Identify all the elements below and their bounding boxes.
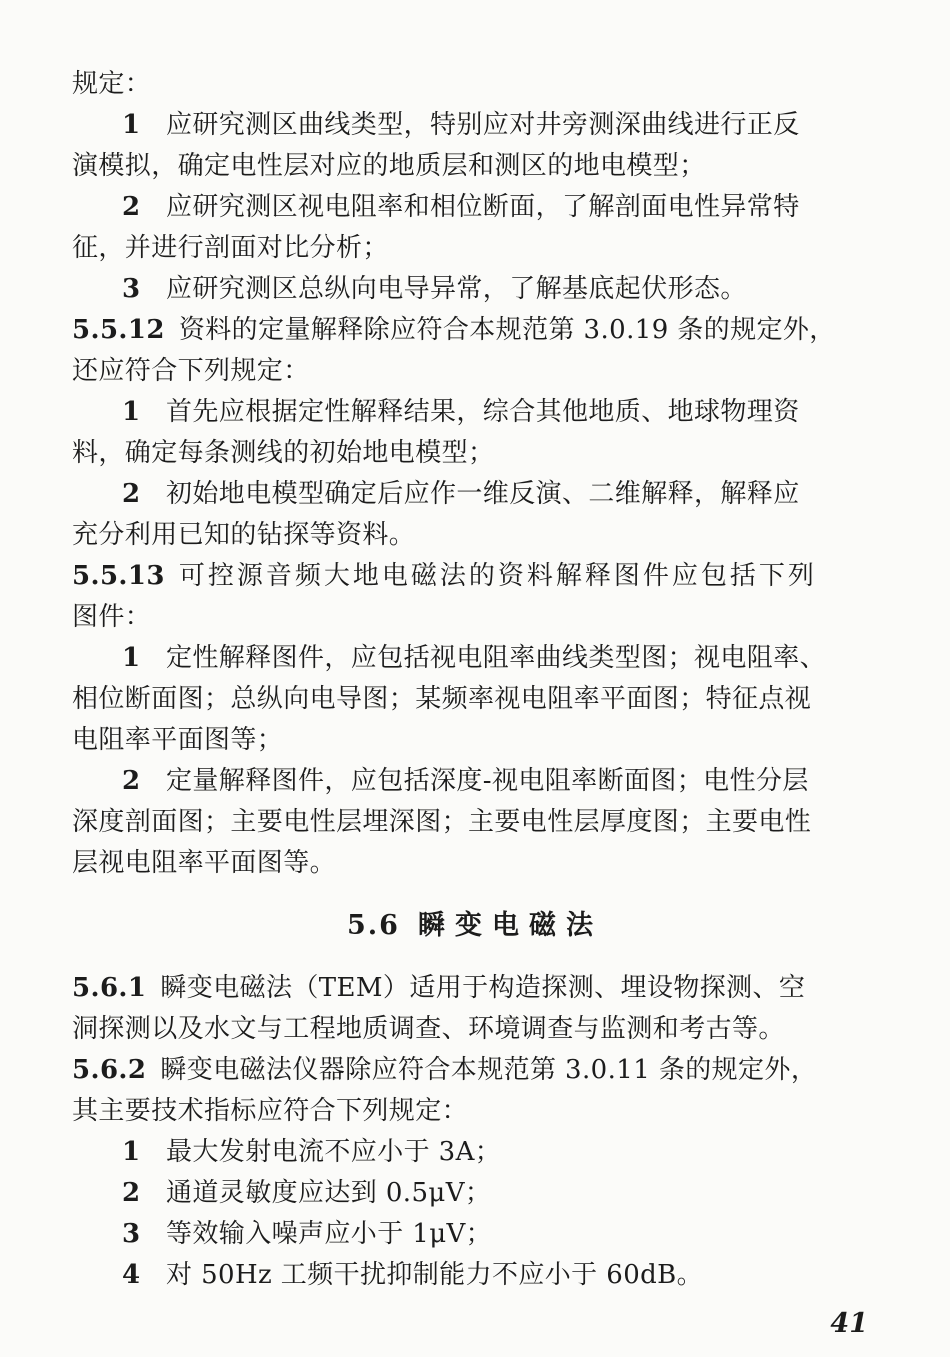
text-line: 料，确定每条测线的初始地电模型； (72, 438, 495, 468)
clause-number: 5.6.2 (72, 1055, 147, 1085)
item-number: 1 (122, 110, 141, 140)
section-title: 瞬变电磁法 (417, 910, 603, 941)
list-item: 1 定性解释图件，应包括视电阻率曲线类型图；视电阻率、 (122, 638, 888, 678)
text-line: 演模拟，确定电性层对应的地质层和测区的地电模型； (72, 151, 706, 181)
text-line: 洞探测以及水文与工程地质调查、环境调查与监测和考古等。 (72, 1014, 785, 1044)
list-item: 2 初始地电模型确定后应作一维反演、二维解释，解释应 (122, 474, 888, 514)
text-line: 图件： (72, 602, 152, 632)
text-line: 电阻率平面图等； (72, 725, 284, 755)
list-item: 2 通道灵敏度应达到 0.5μV； (122, 1173, 888, 1213)
item-number: 1 (122, 643, 141, 673)
list-item: 1 应研究测区曲线类型，特别应对井旁测深曲线进行正反 (122, 105, 888, 145)
section-number: 5.6 (347, 910, 400, 941)
text-line: 规定： (72, 69, 152, 99)
text-line: 层视电阻率平面图等。 (72, 848, 337, 878)
text-line: 充分利用已知的钻探等资料。 (72, 520, 416, 550)
item-number: 1 (122, 1137, 141, 1167)
item-number: 3 (122, 274, 141, 304)
item-number: 4 (122, 1260, 141, 1290)
clause-number: 5.5.13 (72, 561, 165, 591)
list-item: 3 应研究测区总纵向电导异常，了解基底起伏形态。 (122, 269, 888, 309)
clause-number: 5.6.1 (72, 973, 147, 1003)
clause: 5.5.13 可控源音频大地电磁法的资料解释图件应包括下列 (72, 556, 890, 596)
item-number: 1 (122, 397, 141, 427)
list-item: 3 等效输入噪声应小于 1μV； (122, 1214, 888, 1254)
text-line: 还应符合下列规定： (72, 356, 310, 386)
item-number: 3 (122, 1219, 141, 1249)
text-line: 相位断面图；总纵向电导图；某频率视电阻率平面图；特征点视 (72, 684, 812, 714)
clause: 5.6.1 瞬变电磁法（TEM）适用于构造探测、埋设物探测、空 (72, 968, 890, 1008)
list-item: 1 最大发射电流不应小于 3A； (122, 1132, 888, 1172)
list-item: 1 首先应根据定性解释结果，综合其他地质、地球物理资 (122, 392, 888, 432)
text-line: 深度剖面图；主要电性层埋深图；主要电性层厚度图；主要电性 (72, 807, 812, 837)
item-number: 2 (122, 1178, 141, 1208)
item-number: 2 (122, 192, 141, 222)
section-heading (0, 906, 950, 946)
page-number: 41 (830, 1308, 868, 1339)
clause-number: 5.5.12 (72, 315, 165, 345)
list-item: 4 对 50Hz 工频干扰抑制能力不应小于 60dB。 (122, 1255, 888, 1295)
text-line: 其主要技术指标应符合下列规定： (72, 1096, 469, 1126)
list-item: 2 定量解释图件，应包括深度-视电阻率断面图；电性分层 (122, 761, 888, 801)
text-line: 征，并进行剖面对比分析； (72, 233, 389, 263)
clause: 5.5.12 资料的定量解释除应符合本规范第 3.0.19 条的规定外， (72, 310, 890, 350)
list-item: 2 应研究测区视电阻率和相位断面，了解剖面电性异常特 (122, 187, 888, 227)
item-number: 2 (122, 766, 141, 796)
clause: 5.6.2 瞬变电磁法仪器除应符合本规范第 3.0.11 条的规定外， (72, 1050, 890, 1090)
item-number: 2 (122, 479, 141, 509)
